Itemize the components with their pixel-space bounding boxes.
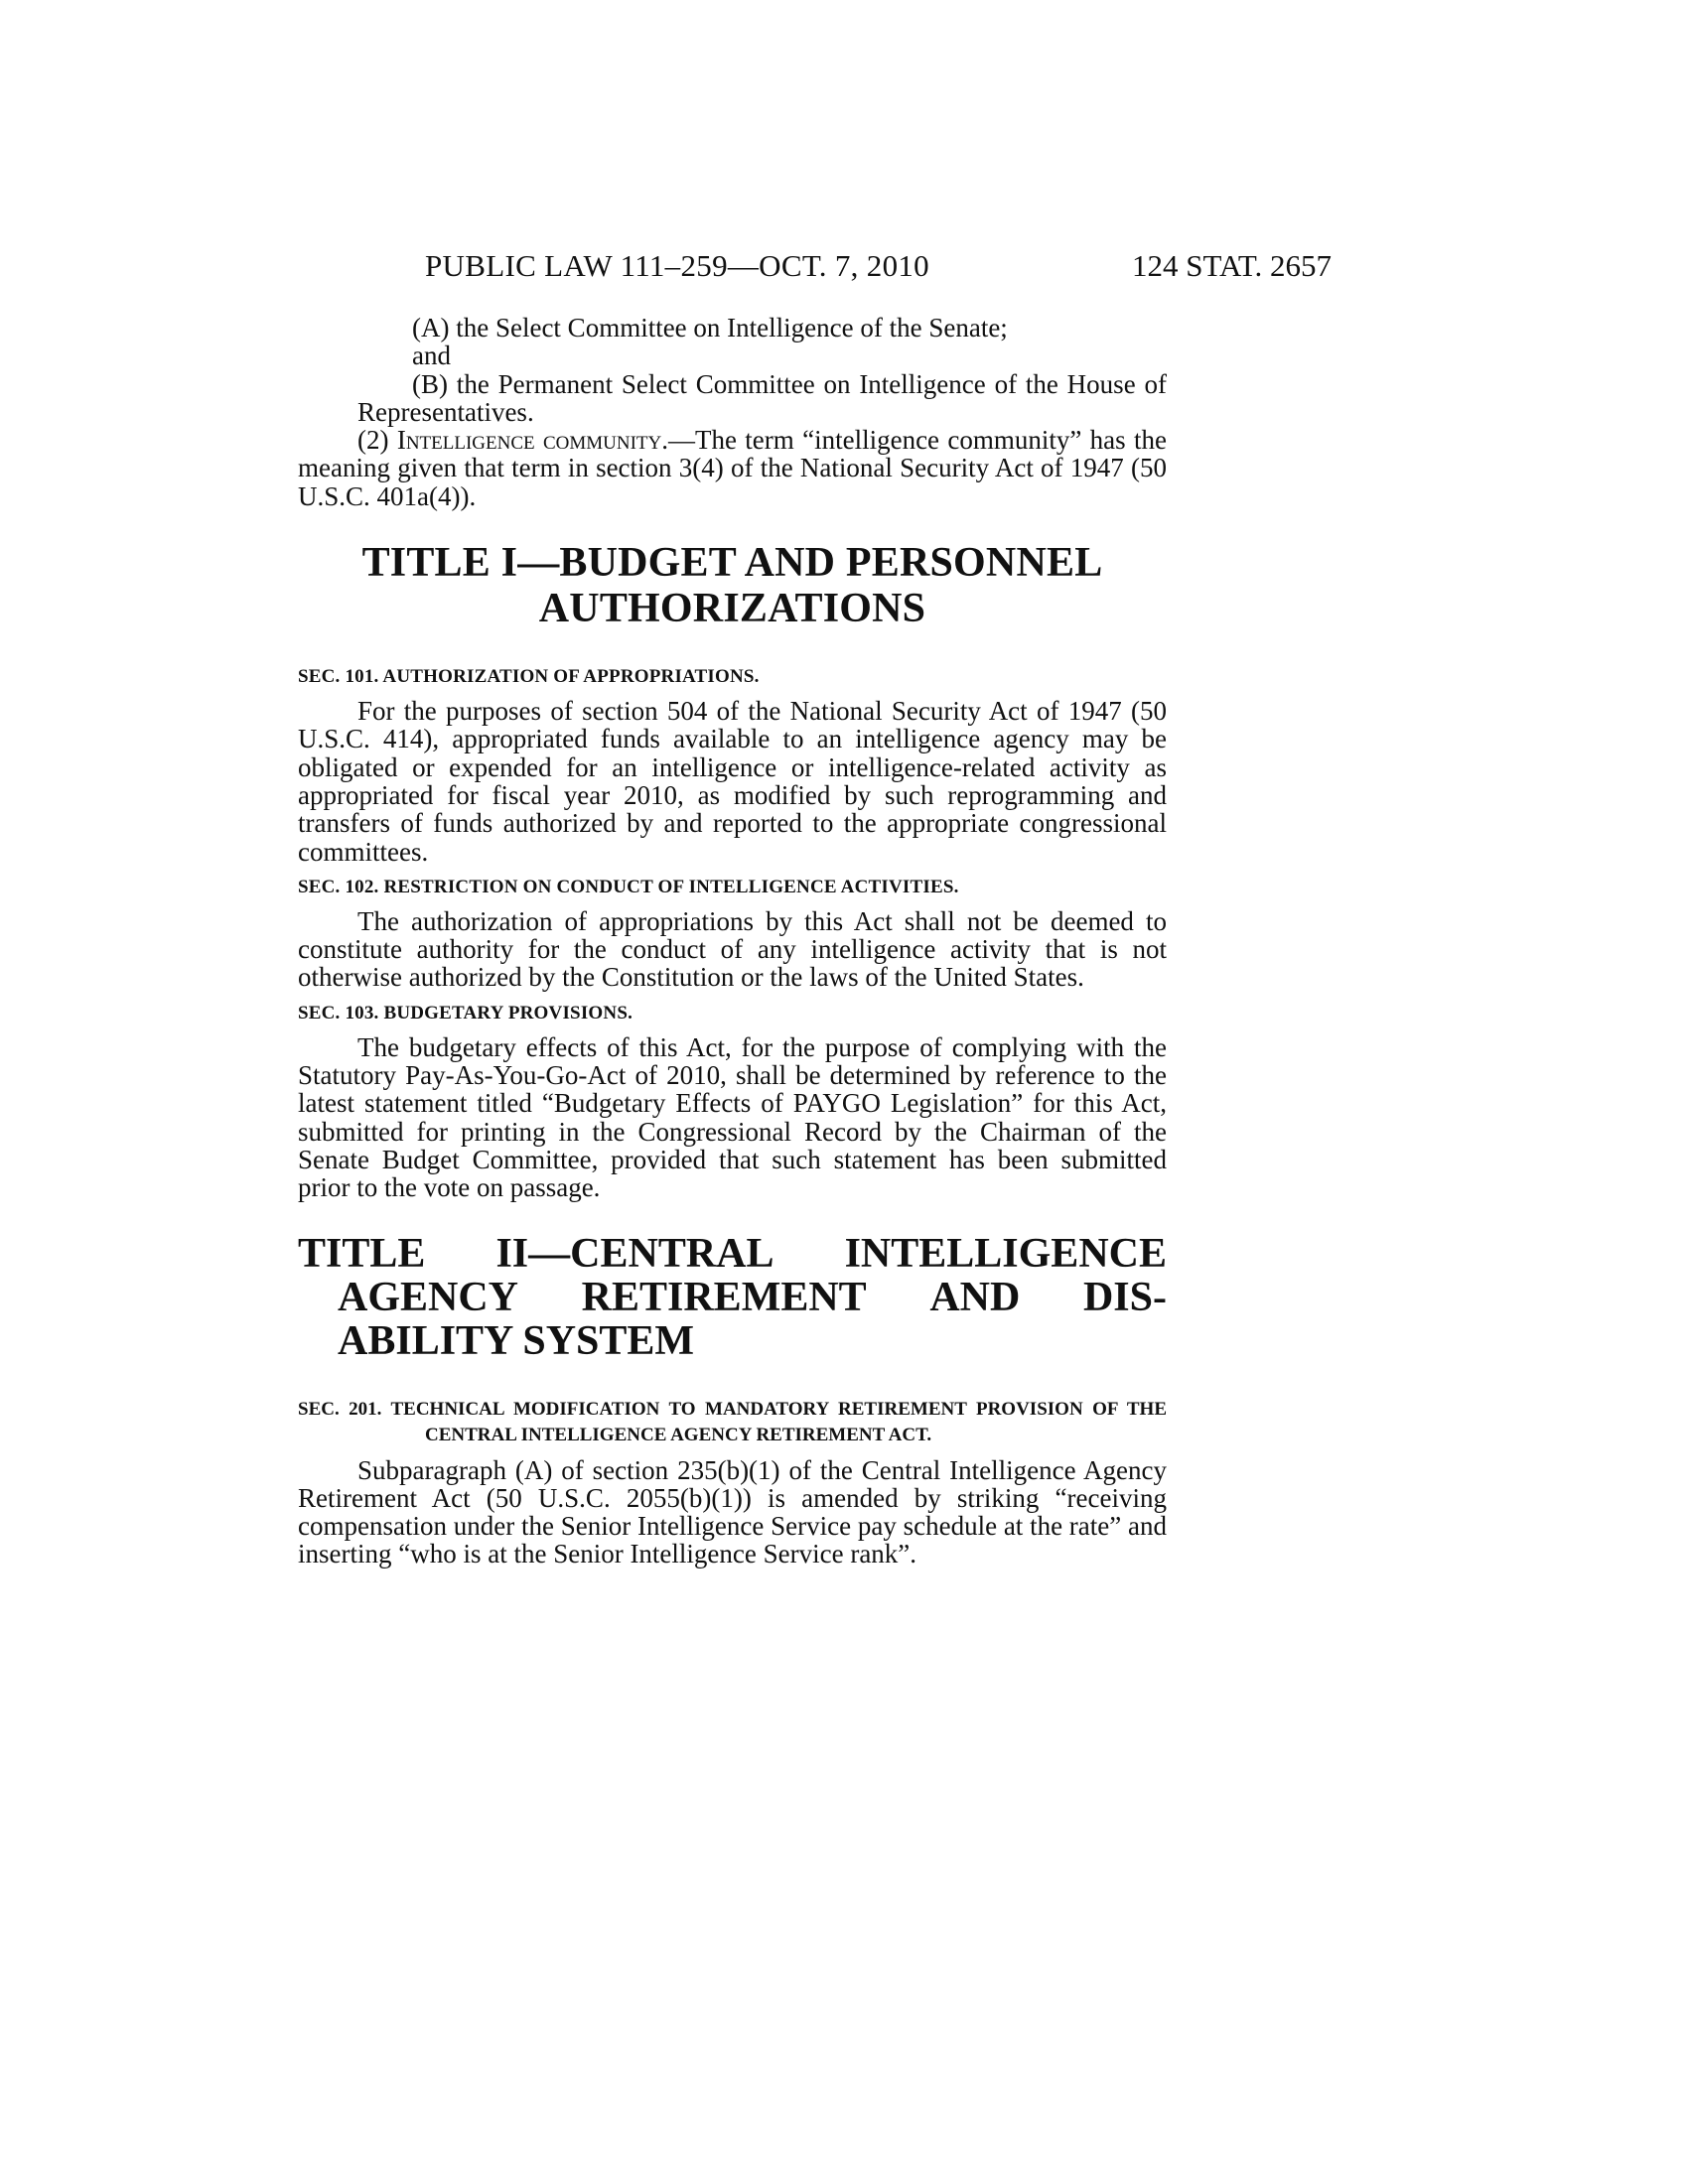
section-102-text: The authorization of appropriations by this Act shall not be deemed to constitute authority for the conduct of any intelligence activity that is not otherwise authorized by the Constitution or the laws of the United States. (298, 905, 1167, 993)
body-column (298, 314, 1167, 1569)
title-1-line-2: AUTHORIZATIONS (538, 586, 926, 632)
section-201-text: Subparagraph (A) of section 235(b)(1) of the Central Intelligence Agency Retirement Act (50 U.S.C. 2055(b)(1)) is amended by striking “receiving compensation under the Senior Intelligence Service pay schedule at the rate” and inserting “who is at the Senior Intelligence Service rank”. (298, 1454, 1167, 1570)
section-101 (298, 665, 1167, 866)
item-b: (B) the Permanent Select Committee on Intelligence of the House of Representatives. (357, 368, 1167, 427)
title-1-heading (298, 540, 1167, 631)
title-2-word: AND (929, 1274, 1021, 1320)
title-2-word: TITLE (298, 1230, 426, 1277)
title-2-word: DIS- (1082, 1274, 1167, 1320)
running-header-page-number: 124 STAT. 2657 (1132, 248, 1333, 283)
title-2-line-2 (298, 1276, 1167, 1319)
section-201-heading: SEC. 201. TECHNICAL MODIFICATION TO MANDATORY RETIREMENT PROVISION OF THE CENTRAL INTELLIGENCE AGENCY RETIREMENT ACT. (298, 1398, 1167, 1445)
title-2-line-1 (298, 1232, 1167, 1276)
title-2-word: INTELLIGENCE (844, 1230, 1167, 1277)
item-2-label: (2) (357, 425, 397, 456)
section-101-text: For the purposes of section 504 of the National Security Act of 1947 (50 U.S.C. 414), appropriated funds available to an intelligence agency may be obligated or expended for an intelligence or intelligence-related activity as appropriated for fiscal year 2010, as modified by such reprogramming and transfers of funds authorized by and reported to the appropriate congressional committees. (298, 696, 1167, 867)
title-2-word: II—CENTRAL (495, 1230, 774, 1277)
section-103 (298, 1002, 1167, 1202)
title-2-word: RETIREMENT (581, 1274, 867, 1320)
running-header-citation: PUBLIC LAW 111–259—OCT. 7, 2010 (425, 248, 929, 283)
section-101-heading: SEC. 101. AUTHORIZATION OF APPROPRIATIONS. (298, 666, 760, 688)
title-1-line-1: TITLE I—BUDGET AND PERSONNEL (361, 540, 1103, 587)
section-102-heading: SEC. 102. RESTRICTION ON CONDUCT OF INTELLIGENCE ACTIVITIES. (298, 876, 959, 897)
title-2-heading (298, 1232, 1167, 1363)
item-a-continuation: and (412, 341, 451, 371)
item-2-term: Intelligence community (396, 425, 662, 456)
title-2-line-3: ABILITY SYSTEM (338, 1317, 695, 1364)
item-a: (A) the Select Committee on Intelligence of the Senate; (412, 313, 1008, 342)
section-103-heading: SEC. 103. BUDGETARY PROVISIONS. (298, 1002, 633, 1024)
definition-list (298, 314, 1167, 510)
section-103-text: The budgetary effects of this Act, for the purpose of complying with the Statutory Pay-As-You-Go-Act of 2010, shall be determined by reference to the latest statement titled “Budgetary Effects of PAYGO Legislation” for this Act, submitted for printing in the Congressional Record by the Chairman of the Senate Budget Committee, provided that such statement has been submitted prior to the vote on passage. (298, 1031, 1167, 1203)
title-2-word: AGENCY (338, 1274, 519, 1320)
item-2-definition (298, 426, 1167, 510)
item-2-text: .—The term “intelligence community” has the meaning given that term in section 3(4) of the National Security Act of 1947 (50 U.S.C. 401a(4)). (298, 425, 1167, 511)
section-102 (298, 876, 1167, 992)
section-201 (298, 1397, 1167, 1569)
